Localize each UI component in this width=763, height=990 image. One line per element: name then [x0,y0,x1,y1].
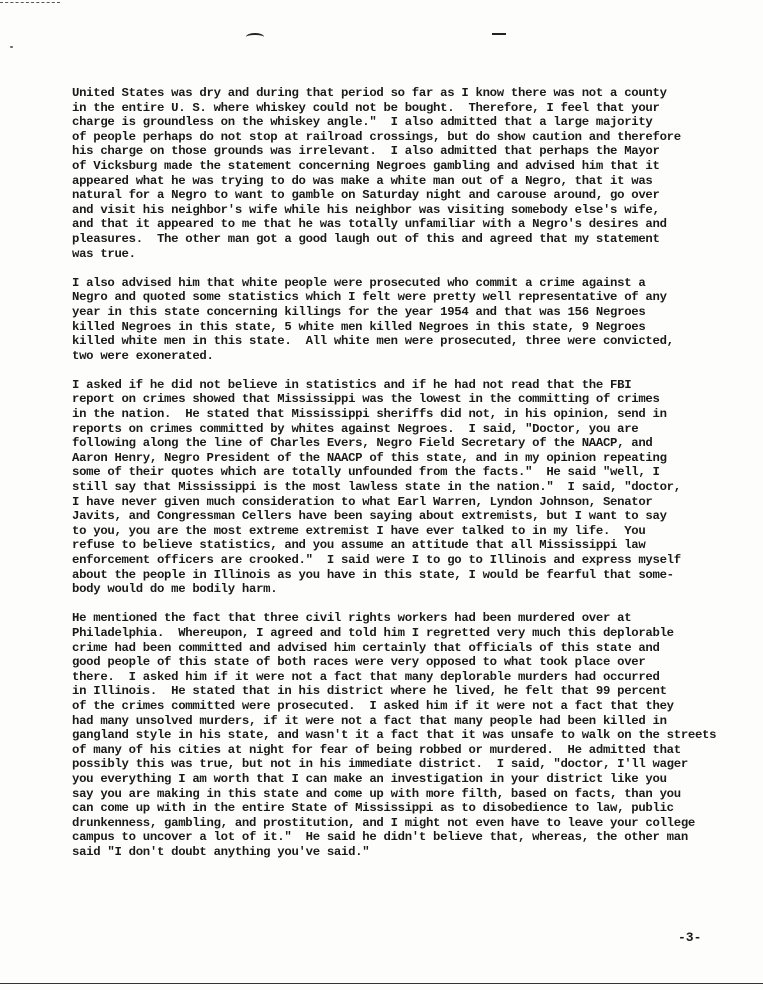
paragraph-1: United States was dry and during that period so far as I know there was not a county in the entire U. S. where whiskey could not be bought. Therefore, I feel that your charge is groundless on the whiskey angle." I also admitted that a large majority of people perhaps do not stop at railroad crossings, but do show caution and therefore his charge on those grounds was irrelevant. I also admitted that perhaps the Mayor of Vicksburg made the statement concerning Negroes gambling and advised him that it appeared what he was trying to do was make a white man out of a Negro, that it was natural for a Negro to want to gamble on Saturday night and carouse around, go over and visit his neighbor's wife while his neighbor was visiting somebody else's wife, and that it appeared to me that he was totally unfamiliar with a Negro's desires and pleasures. The other man got a good laugh out of this and agreed that my statement was true. [72,86,681,261]
page-number: -3- [678,930,702,945]
header-mark-left [246,33,264,41]
top-dashed-edge [0,2,60,3]
bottom-rule [0,983,763,984]
paragraph-3: I asked if he did not believe in statistics and if he had not read that the FBI report on crimes showed that Mississippi was the lowest in the committing of crimes in the nation. He stated that Mississippi sheriffs did not, in his opinion, send in reports on crimes committed by whites against Negroes. I said, "Doctor, you are following along the line of Charles Evers, Negro Field Secretary of the NAACP, and Aaron Henry, Negro President of the NAACP of this state, and in my opinion repeating some of their quotes which are totally unfounded from the facts." He said "well, I still say that Mississippi is the most lawless state in the nation." I said, "doctor, I have never given much consideration to what Earl Warren, Lyndon Johnson, Senator Javits, and Congressman Cellers have been saying about extremists, but I want to say to you, you are the most extreme extremist I have ever talked to in my life. You refuse to believe statistics, and you assume an attitude that all Mississippi law enforcement officers are crooked." I said were I to go to Illinois and express myself about the people in Illinois as you have in this state, I would be fearful that some- body would do me bodily harm. [72,377,681,597]
scan-speck [10,46,13,48]
document-body [72,86,752,874]
paragraph-4: He mentioned the fact that three civil rights workers had been murdered over at Philadelphia. Whereupon, I agreed and told him I regretted very much this deplorable crime had been committed and advised him certainly that officials of this state and good people of this state of both races were very opposed to what took place over there. I asked him if it were not a fact that many deplorable murders had occurred in Illinois. He stated that in his district where he lived, he felt that 99 percent of the crimes committed were prosecuted. I asked him if it were not a fact that they had many unsolved murders, if it were not a fact that many people had been killed in gangland style in his state, and wasn't it a fact that it was unsafe to walk on the streets of many of his cities at night for fear of being robbed or murdered. He admitted that possibly this was true, but not in his immediate district. I said, "doctor, I'll wager you everything I am worth that I can make an investigation in your district like you say you are making in this state and come up with more filth, based on facts, than you can come up with in the entire State of Mississippi as to disobedience to law, public drunkenness, gambling, and prostitution, and I might not even have to leave your college campus to uncover a lot of it." He said he didn't believe that, whereas, the other man said "I don't doubt anything you've said." [72,611,717,859]
header-mark-right [492,33,506,41]
paragraph-2: I also advised him that white people were prosecuted who commit a crime against a Negro and quoted some statistics which I felt were pretty well representative of any year in this state concerning killings for the year 1954 and that was 156 Negroes killed Negroes in this state, 5 white men killed Negroes in this state, 9 Negroes killed white men in this state. All white men were prosecuted, three were convicted, two were exonerated. [72,275,674,363]
